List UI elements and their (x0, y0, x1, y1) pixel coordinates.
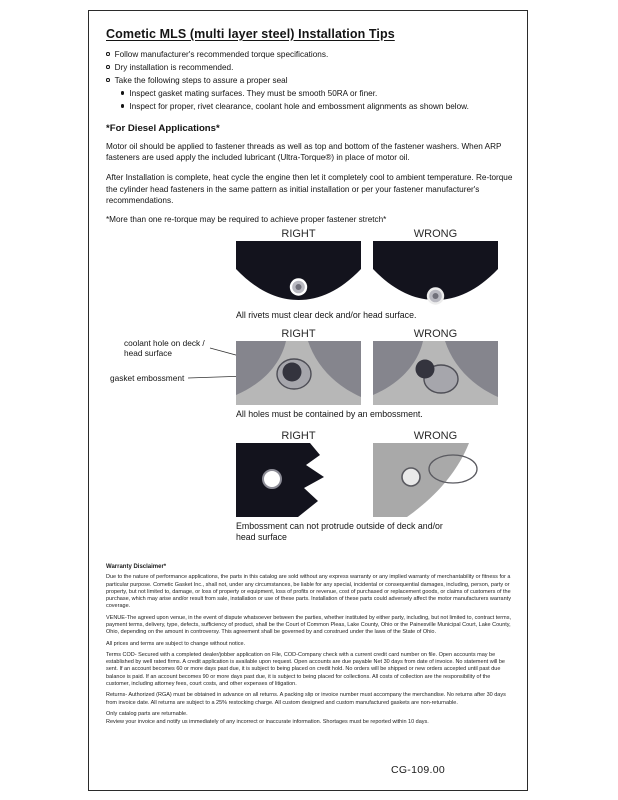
open-bullet-icon (106, 78, 110, 82)
tip-sub-item (121, 88, 511, 99)
rivet-caption: All rivets must clear deck and/or head surface. (236, 309, 417, 320)
warranty-disclaimer-heading: Warranty Disclaimer* (106, 563, 167, 570)
wrong-label: WRONG (413, 429, 458, 442)
hole-contained-diagram (236, 341, 361, 405)
page-title: Cometic MLS (multi layer steel) Installation Tips (106, 27, 395, 41)
hole-caption: All holes must be contained by an embossment. (236, 408, 423, 419)
tip-item (106, 49, 511, 60)
hole-wrong-panel (373, 341, 498, 405)
legal-paragraph: Terms COD- Secured with a completed dealer/jobber application on File, COD-Company check with a current credit card number on file. Open accounts may be established by well rated firms. A credit application is available upon request. Open accounts are due payable Net 30 days from date of invoice. No statement will be sent. If an account becomes 60 or more days past due, it is subject to being placed on credit hold. No orders will be shipped or new orders accepted until past due balance is paid. If an account becomes 90 or more days past due, it is subject to being placed for collections. All costs of collection are the responsibility of the customer, including attorney fees, court costs, and other expenses of litigation. (106, 652, 505, 687)
tip-text: Dry installation is recommended. (114, 63, 234, 73)
rivet-overlap-diagram (373, 241, 498, 305)
bullet-icon (121, 104, 124, 107)
diagram-section (106, 228, 511, 556)
open-bullet-icon (106, 52, 110, 56)
tips-list (106, 49, 511, 112)
right-label: RIGHT (281, 327, 316, 340)
legal-paragraph: VENUE-The agreed upon venue, in the event of dispute whatsoever between the parties, whether instituted by either party, including, but not limited to, contract terms, payment terms, delivery, type, defects, sufficiency of product, shall be the Court of Common Pleas, Lake County, Ohio or the Painesville Municipal Court, Lake County, Ohio, depending on the amount in controversy. This agreement shall be governed by and construed under the laws of the State of Ohio. (106, 614, 511, 635)
tip-text: Inspect for proper, rivet clearance, coolant hole and embossment alignments as shown below. (129, 102, 469, 112)
tip-item (106, 75, 511, 86)
retorque-note: *More than one re-torque may be required to achieve proper fastener stretch* (106, 214, 387, 224)
rivet-wrong-panel (373, 241, 498, 305)
tip-text: Follow manufacturer's recommended torque specifications. (114, 50, 329, 59)
bullet-icon (121, 91, 124, 94)
embossment-protruding-diagram (373, 443, 498, 517)
catalog-code: CG-109.00 (390, 764, 445, 776)
embossment-right-panel (236, 443, 361, 517)
right-label: RIGHT (281, 429, 316, 442)
embossment-wrong-panel (373, 443, 498, 517)
hole-not-contained-diagram (373, 341, 498, 405)
open-bullet-icon (106, 65, 110, 69)
embossment-caption: Embossment can not protrude outside of deck and/or head surface (236, 520, 443, 542)
tip-text: Inspect gasket mating surfaces. They must be smooth 50RA or finer. (129, 89, 378, 99)
diesel-paragraph-2: After Installation is complete, heat cycle the engine then let it completely cool to ambient temperature. Re-torque the cylinder head fasteners in the same pattern as initial installation or per your fastener manufacturer's recommendations. (106, 173, 513, 205)
gasket-embossment-callout: gasket embossment (110, 372, 185, 383)
legal-paragraph: Returns- Authorized (RGA) must be obtained in advance on all returns. A packing slip or invoice number must accompany the merchandise. No returns after 30 days from invoice date. All returns are subject to a 25% restocking charge. All custom designed and custom manufactured gaskets are non-returnable. (106, 692, 506, 706)
legal-paragraph: All prices and terms are subject to change without notice. (106, 640, 246, 647)
catalog-page (88, 10, 528, 791)
right-label: RIGHT (281, 227, 316, 240)
wrong-label: WRONG (413, 327, 458, 340)
wrong-label: WRONG (413, 227, 458, 240)
diesel-applications-heading: *For Diesel Applications* (106, 123, 220, 135)
legal-paragraph: Review your invoice and notify us immediately of any incorrect or inaccurate information. Shortages must be reported within 10 days. (106, 719, 429, 726)
rivet-right-panel (236, 241, 361, 305)
embossment-inside-diagram (236, 443, 361, 517)
rivet-clear-diagram (236, 241, 361, 305)
tip-item (106, 62, 511, 73)
tip-sub-item (121, 101, 511, 112)
tip-text: Take the following steps to assure a proper seal (114, 76, 288, 86)
legal-section (106, 564, 514, 727)
diesel-paragraph-1: Motor oil should be applied to fastener threads as well as top and bottom of the fastener washers. When ARP fasteners are used apply the included lubricant (Ultra-Torque®) in place of motor oil. (106, 142, 502, 163)
legal-paragraph: Due to the nature of performance applications, the parts in this catalog are sold without any express warranty or any implied warranty of merchantability or fitness for a particular purpose. Cometic Gasket Inc., shall not, under any circumstances, be liable for any special, incidental or consequential damages, including, person, party or property, but not limited to, damage, or loss of property or equipment, loss of profits or revenue, cost of purchased or replacement goods, or claims of customers of the purchase, which may arise and/or result from sale, installation or use of these parts. Installation of these parts could adversely affect the motor manufacturers warranty coverage. (106, 574, 511, 609)
legal-paragraph: Only catalog parts are returnable. (106, 711, 188, 718)
coolant-hole-callout: coolant hole on deck / head surface (124, 337, 205, 359)
hole-right-panel (236, 341, 361, 405)
